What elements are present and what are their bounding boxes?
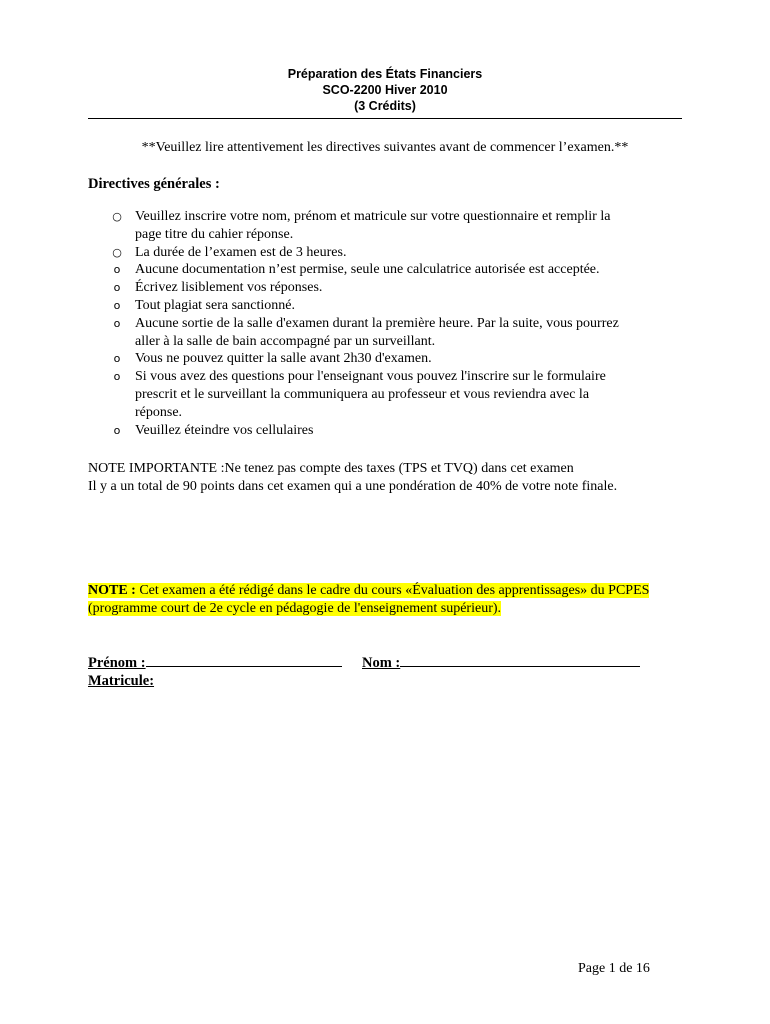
nom-field[interactable] xyxy=(362,654,640,672)
directive-text: Vous ne pouvez quitter la salle avant 2h30 d'examen. xyxy=(135,351,432,367)
directive-item xyxy=(110,279,690,297)
bullet-icon: o xyxy=(113,298,121,312)
directive-item xyxy=(110,208,690,244)
header-divider xyxy=(88,118,682,119)
course-credits: (3 Crédits) xyxy=(354,99,416,113)
document-header xyxy=(88,66,682,114)
prenom-field[interactable] xyxy=(88,654,342,672)
note-line-1: Cet examen a été rédigé dans le cadre du cours «Évaluation des apprentissages» du PCPES xyxy=(135,583,650,598)
directive-item xyxy=(110,315,690,351)
nom-label: Nom : xyxy=(362,655,401,671)
course-code: SCO-2200 Hiver 2010 xyxy=(322,83,448,97)
important-note: NOTE IMPORTANTE :Ne tenez pas compte des taxes (TPS et TVQ) dans cet examen xyxy=(88,461,574,476)
directive-text: La durée de l’examen est de 3 heures. xyxy=(135,244,347,260)
matricule-label: Matricule: xyxy=(88,673,155,689)
note-label: NOTE : xyxy=(88,583,136,598)
directive-item xyxy=(110,368,690,421)
directive-text: Tout plagiat sera sanctionné. xyxy=(135,297,295,313)
bullet-icon: o xyxy=(113,281,121,295)
reading-instruction: **Veuillez lire attentivement les directives suivantes avant de commencer l’examen.** xyxy=(141,140,629,155)
directive-text: aller à la salle de bain accompagné par un surveillant. xyxy=(135,333,436,349)
directives-title: Directives générales : xyxy=(88,176,220,192)
note-line-2: (programme court de 2e cycle en pédagogie de l'enseignement supérieur). xyxy=(88,601,502,616)
bullet-icon: o xyxy=(113,263,121,277)
bullet-icon: o xyxy=(113,423,121,437)
highlighted-note xyxy=(88,582,688,618)
directive-text: Si vous avez des questions pour l'enseignant vous pouvez l'inscrire sur le formulaire xyxy=(135,369,606,385)
bullet-icon: o xyxy=(113,370,121,384)
directive-item xyxy=(110,244,690,262)
directive-text: réponse. xyxy=(135,404,183,420)
nom-blank xyxy=(400,654,640,667)
bullet-icon: o xyxy=(113,352,121,366)
bullet-icon: ○ xyxy=(112,210,122,223)
directive-item xyxy=(110,422,690,440)
bullet-icon: ○ xyxy=(112,245,122,259)
directive-item xyxy=(110,297,690,315)
directive-text: prescrit et le surveillant la communiquera au professeur et vous reviendra avec la xyxy=(135,386,590,402)
directives-list xyxy=(110,208,690,439)
directive-text: Veuillez inscrire votre nom, prénom et matricule sur votre questionnaire et remplir la xyxy=(135,209,611,224)
directive-text: Aucune documentation n’est permise, seule une calculatrice autorisée est acceptée. xyxy=(135,262,600,278)
page-number: Page 1 de 16 xyxy=(578,961,650,976)
matricule-field[interactable] xyxy=(88,672,154,690)
directive-item xyxy=(110,350,690,368)
directive-text: page titre du cahier réponse. xyxy=(135,226,294,242)
directive-item xyxy=(110,261,690,279)
directive-text: Aucune sortie de la salle d'examen durant la première heure. Par la suite, vous pourrez xyxy=(135,315,619,331)
bullet-icon: o xyxy=(113,316,121,330)
directive-text: Veuillez éteindre vos cellulaires xyxy=(135,422,314,438)
document-title: Préparation des États Financiers xyxy=(287,67,483,81)
prenom-blank xyxy=(146,654,342,667)
points-note: Il y a un total de 90 points dans cet examen qui a une pondération de 40% de votre note finale. xyxy=(88,479,618,494)
prenom-label: Prénom : xyxy=(88,655,146,671)
directive-text: Écrivez lisiblement vos réponses. xyxy=(135,280,323,296)
